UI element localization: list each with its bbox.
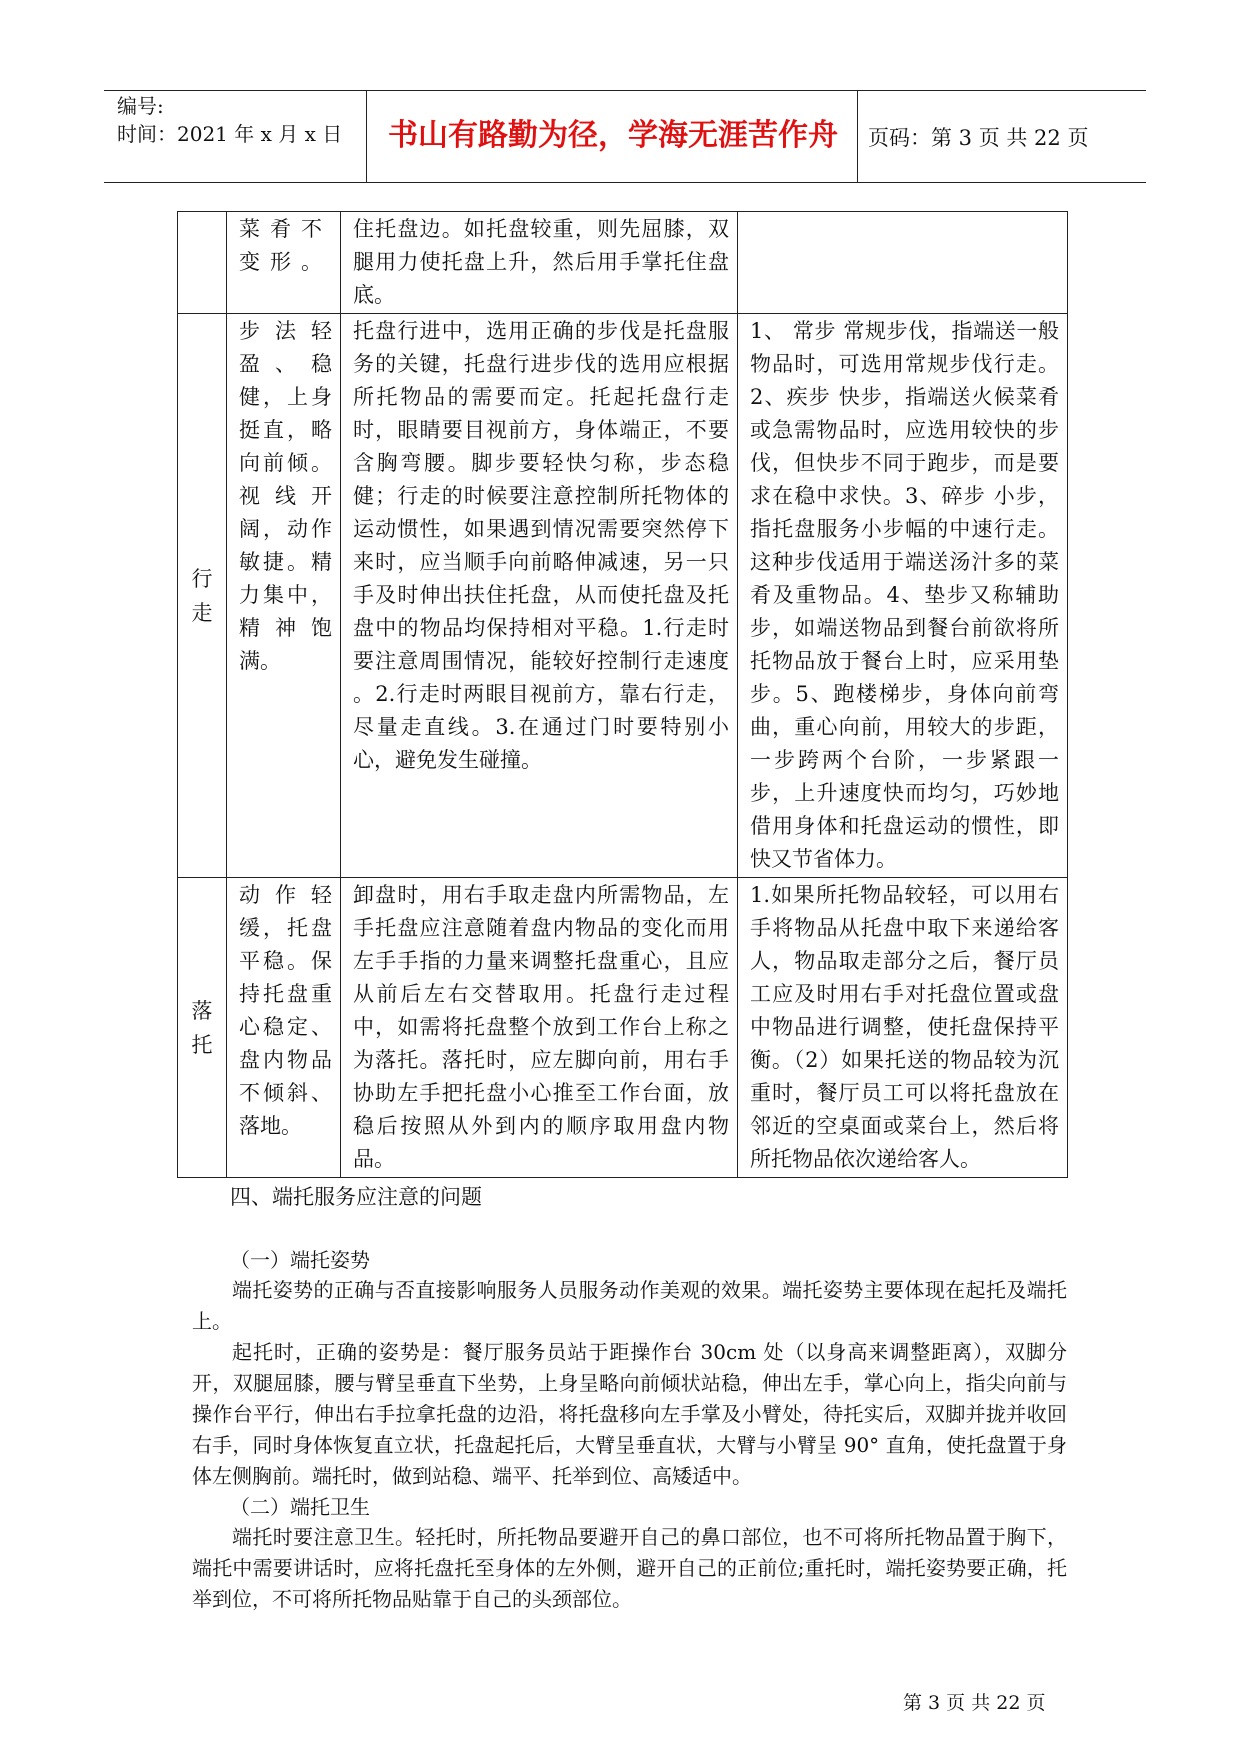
header-divider-left <box>366 90 367 182</box>
table-row <box>178 878 1068 1178</box>
header-motto: 书山有路勤为径，学海无涯苦作舟 <box>388 118 838 153</box>
table-row <box>178 212 1068 314</box>
subheading-posture: （一）端托姿势 <box>230 1248 370 1272</box>
page-footer: 第 3 页 共 22 页 <box>903 1692 1046 1714</box>
section-title: 四、端托服务应注意的问题 <box>230 1185 482 1209</box>
notes-cell: 1.如果所托物品较轻，可以用右手将物品从托盘中取下来递给客人，物品取走部分之后，餐厅员工应及时用右手对托盘位置或盘中物品进行调整，使托盘保持平衡。（2）如果托送的物品较为沉重时，餐厅员工可以将托盘放在邻近的空桌面或菜台上，然后将所托物品依次递给客人。 <box>738 878 1068 1178</box>
operation-cell: 卸盘时，用右手取走盘内所需物品，左手托盘应注意随着盘内物品的变化而用左手手指的力量来调整托盘重心，且应从前后左右交替取用。托盘行走过程中，如需将托盘整个放到工作台上称之为落托。落托时，应左脚向前，用右手协助左手把托盘小心推至工作台面，放稳后按照从外到内的顺序取用盘内物品。 <box>341 878 738 1178</box>
header-page-label: 页码：第 3 页 共 22 页 <box>868 126 1089 150</box>
paragraph: 端托时要注意卫生。轻托时，所托物品要避开自己的鼻口部位，也不可将所托物品置于胸下，端托中需要讲话时，应将托盘托至身体的左外侧，避开自己的正前位;重托时，端托姿势要正确，托举到位，不可将所托物品贴靠于自己的头颈部位。 <box>192 1525 1067 1611</box>
requirement-cell: 菜肴不变形。 <box>227 212 341 314</box>
procedure-table <box>177 211 1068 1178</box>
operation-cell: 托盘行进中，选用正确的步伐是托盘服务的关键，托盘行进步伐的选用应根据所托物品的需要而定。托起托盘行走时，眼睛要目视前方，身体端正，不要含胸弯腰。脚步要轻快匀称，步态稳健；行走的时候要注意控制所托物体的运动惯性，如果遇到情况需要突然停下来时，应当顺手向前略伸减速，另一只手及时伸出扶住托盘，从而使托盘及托盘中的物品均保持相对平稳。1.行走时要注意周围情况，能较好控制行走速度 。2.行走时两眼目视前方，靠右行走，尽量走直线。3.在通过门时要特别小心，避免发生碰撞。 <box>341 314 738 878</box>
row-label <box>178 212 227 314</box>
row-label <box>178 314 227 878</box>
table-row <box>178 314 1068 878</box>
row-label-text: 行走 <box>191 566 213 625</box>
row-label-text: 落托 <box>191 998 213 1057</box>
body-text <box>192 1182 1067 1615</box>
row-label <box>178 878 227 1178</box>
notes-cell <box>738 212 1068 314</box>
operation-cell: 住托盘边。如托盘较重，则先屈膝，双腿用力使托盘上升，然后用手掌托住盘底。 <box>341 212 738 314</box>
time-label: 时间：2021 年 x 月 x 日 <box>117 122 343 146</box>
header-bottom-rule <box>104 182 1146 183</box>
notes-cell: 1、 常步 常规步伐，指端送一般物品时，可选用常规步伐行走。2、疾步 快步，指端送火候菜肴或急需物品时，应选用较快的步伐，但快步不同于跑步，而是要求在稳中求快。3、碎步 小步，指托盘服务小步幅的中速行走。这种步伐适用于端送汤汁多的菜肴及重物品。4、垫步又称辅助步，如端送物品到餐台前欲将所托物品放于餐台上时，应采用垫步。5、跑楼梯步，身体向前弯曲，重心向前，用较大的步距，一步跨两个台阶，一步紧跟一步，上升速度快而均匀，巧妙地借用身体和托盘运动的惯性，即快又节省体力。 <box>738 314 1068 878</box>
header-meta <box>117 92 342 148</box>
requirement-cell: 步法轻盈、稳健，上身挺直，略向前倾。视线开阔，动作敏捷。精力集中，精神饱满。 <box>227 314 341 878</box>
paragraph: 端托姿势的正确与否直接影响服务人员服务动作美观的效果。端托姿势主要体现在起托及端托上。 <box>192 1278 1067 1333</box>
code-label: 编号: <box>117 94 164 118</box>
paragraph: 起托时，正确的姿势是：餐厅服务员站于距操作台 30cm 处（以身高来调整距离），双脚分开，双腿屈膝，腰与臂呈垂直下坐势，上身呈略向前倾状站稳，伸出左手，掌心向上，指尖向前与操作台平行，伸出右手拉拿托盘的边沿，将托盘移向左手掌及小臂处，待托实后，双脚并拢并收回右手，同时身体恢复直立状，托盘起托后，大臂呈垂直状，大臂与小臂呈 90° 直角，使托盘置于身体左侧胸前。端托时，做到站稳、端平、托举到位、高矮适中。 <box>192 1340 1067 1488</box>
requirement-cell: 动作轻缓，托盘平稳。保持托盘重心稳定、盘内物品不倾斜、落地。 <box>227 878 341 1178</box>
subheading-hygiene: （二）端托卫生 <box>230 1495 370 1519</box>
header-top-rule <box>104 90 1146 91</box>
